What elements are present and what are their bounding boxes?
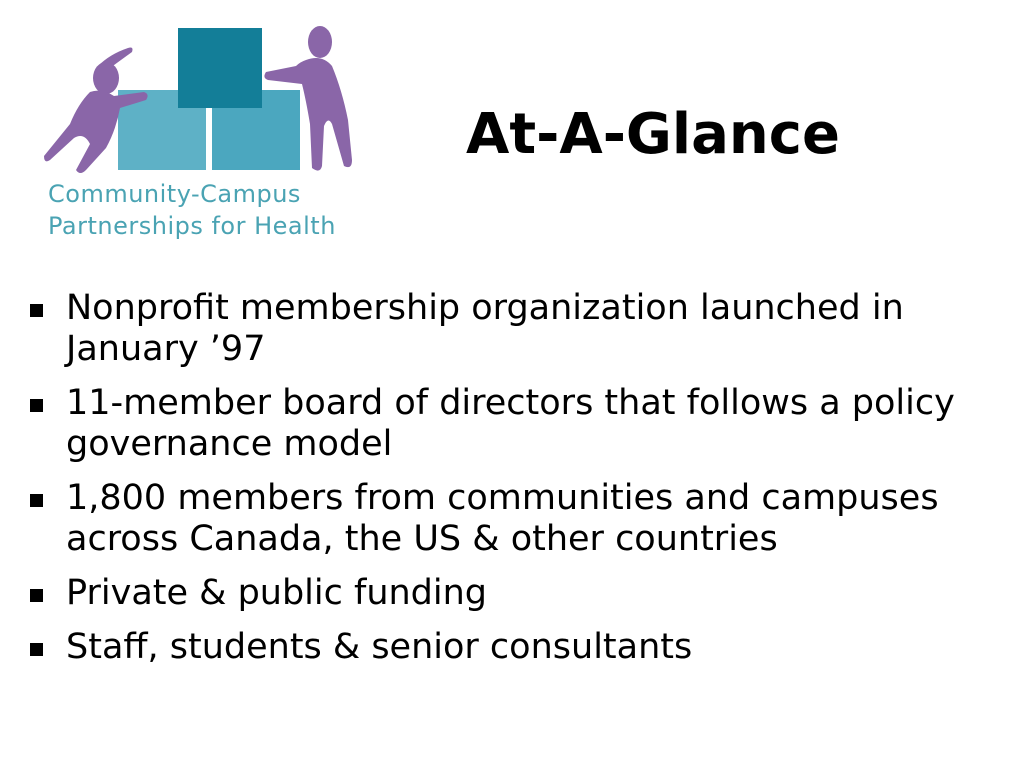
square-bullet-icon [30,643,43,656]
bullet-item [30,627,990,668]
slide-title: At-A-Glance [466,102,840,167]
bullet-item [30,478,990,560]
bullet-text: 11-member board of directors that follows a policy governance model [66,383,955,464]
organization-logo [40,20,360,250]
logo-text-line2: Partnerships for Health [48,212,336,240]
square-bullet-icon [30,399,43,412]
square-bullet-icon [30,589,43,602]
bullet-item [30,573,990,614]
logo-text-line1: Community-Campus [48,180,301,208]
bullet-list [30,288,990,681]
logo-graphic [40,20,360,180]
bullet-item [30,383,990,465]
bullet-text: 1,800 members from communities and campuses across Canada, the US & other countries [66,478,939,559]
square-bullet-icon [30,494,43,507]
logo-box-top [178,28,262,108]
bullet-item [30,288,990,370]
bullet-text: Staff, students & senior consultants [66,627,693,667]
bullet-text: Nonprofit membership organization launched in January ’97 [66,288,904,369]
bullet-text: Private & public funding [66,573,488,613]
square-bullet-icon [30,304,43,317]
